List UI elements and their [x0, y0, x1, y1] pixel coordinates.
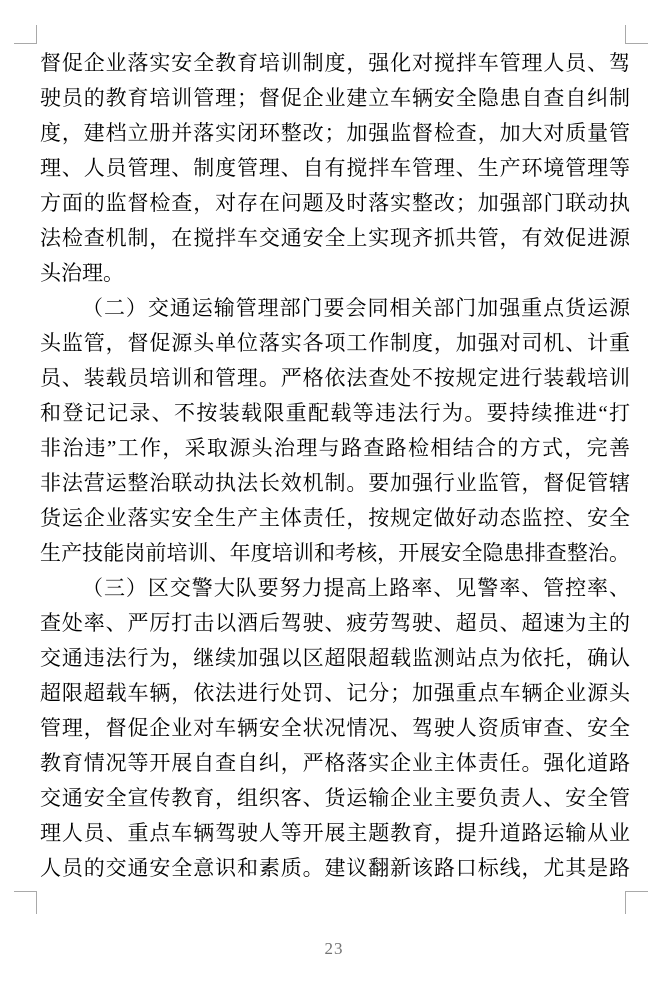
crop-mark-bottom-right — [625, 891, 648, 914]
text-line[interactable]: 管理，督促企业对车辆安全状况情况、驾驶人资质审查、安全 — [40, 716, 630, 740]
text-line[interactable]: 教育情况等开展自查自纠，严格落实企业主体责任。强化道路 — [40, 751, 630, 775]
crop-mark-top-right — [625, 25, 648, 44]
text-line[interactable]: 交通违法行为，继续加强以区超限超载监测站点为依托，确认 — [40, 646, 630, 670]
text-line[interactable]: 理、人员管理、制度管理、自有搅拌车管理、生产环境管理等 — [40, 156, 630, 180]
text-line[interactable]: （二）交通运输管理部门要会同相关部门加强重点货运源 — [82, 296, 630, 320]
text-line[interactable]: 交通安全宣传教育，组织客、货运输企业主要负责人、安全管 — [40, 786, 630, 810]
text-line[interactable]: 驶员的教育培训管理；督促企业建立车辆安全隐患自查自纠制 — [40, 86, 630, 110]
text-line[interactable]: 非治违”工作，采取源头治理与路查路检相结合的方式，完善 — [40, 436, 630, 460]
text-line[interactable]: 理人员、重点车辆驾驶人等开展主题教育，提升道路运输从业 — [40, 821, 630, 845]
text-line[interactable]: 方面的监督检查，对存在问题及时落实整改；加强部门联动执 — [40, 191, 630, 215]
document-body — [40, 46, 630, 886]
page-number: 23 — [324, 939, 344, 958]
text-line[interactable]: 头监管，督促源头单位落实各项工作制度，加强对司机、计重 — [40, 331, 630, 355]
text-line[interactable]: 人员的交通安全意识和素质。建议翻新该路口标线，尤其是路 — [40, 856, 630, 880]
crop-mark-bottom-left — [14, 891, 37, 914]
text-line[interactable]: 非法营运整治联动执法长效机制。要加强行业监管，督促管辖 — [40, 471, 630, 495]
text-line[interactable]: 查处率、严厉打击以酒后驾驶、疲劳驾驶、超员、超速为主的 — [40, 611, 630, 635]
text-line[interactable]: 生产技能岗前培训、年度培训和考核，开展安全隐患排查整治。 — [40, 541, 630, 565]
text-line[interactable]: 超限超载车辆，依法进行处罚、记分；加强重点车辆企业源头 — [40, 681, 630, 705]
crop-mark-top-left — [14, 25, 37, 44]
text-line[interactable]: 货运企业落实安全生产主体责任，按规定做好动态监控、安全 — [40, 506, 630, 530]
text-line[interactable]: （三）区交警大队要努力提高上路率、见警率、管控率、 — [82, 576, 630, 600]
text-line[interactable]: 头治理。 — [40, 261, 124, 285]
text-line[interactable]: 度，建档立册并落实闭环整改；加强监督检查，加大对质量管 — [40, 121, 630, 145]
text-line[interactable]: 和登记记录、不按装载限重配载等违法行为。要持续推进“打 — [40, 401, 630, 425]
text-line[interactable]: 法检查机制，在搅拌车交通安全上实现齐抓共管，有效促进源 — [40, 226, 630, 250]
text-line[interactable]: 员、装载员培训和管理。严格依法查处不按规定进行装载培训 — [40, 366, 630, 390]
text-line[interactable]: 督促企业落实安全教育培训制度，强化对搅拌车管理人员、驾 — [40, 51, 630, 75]
